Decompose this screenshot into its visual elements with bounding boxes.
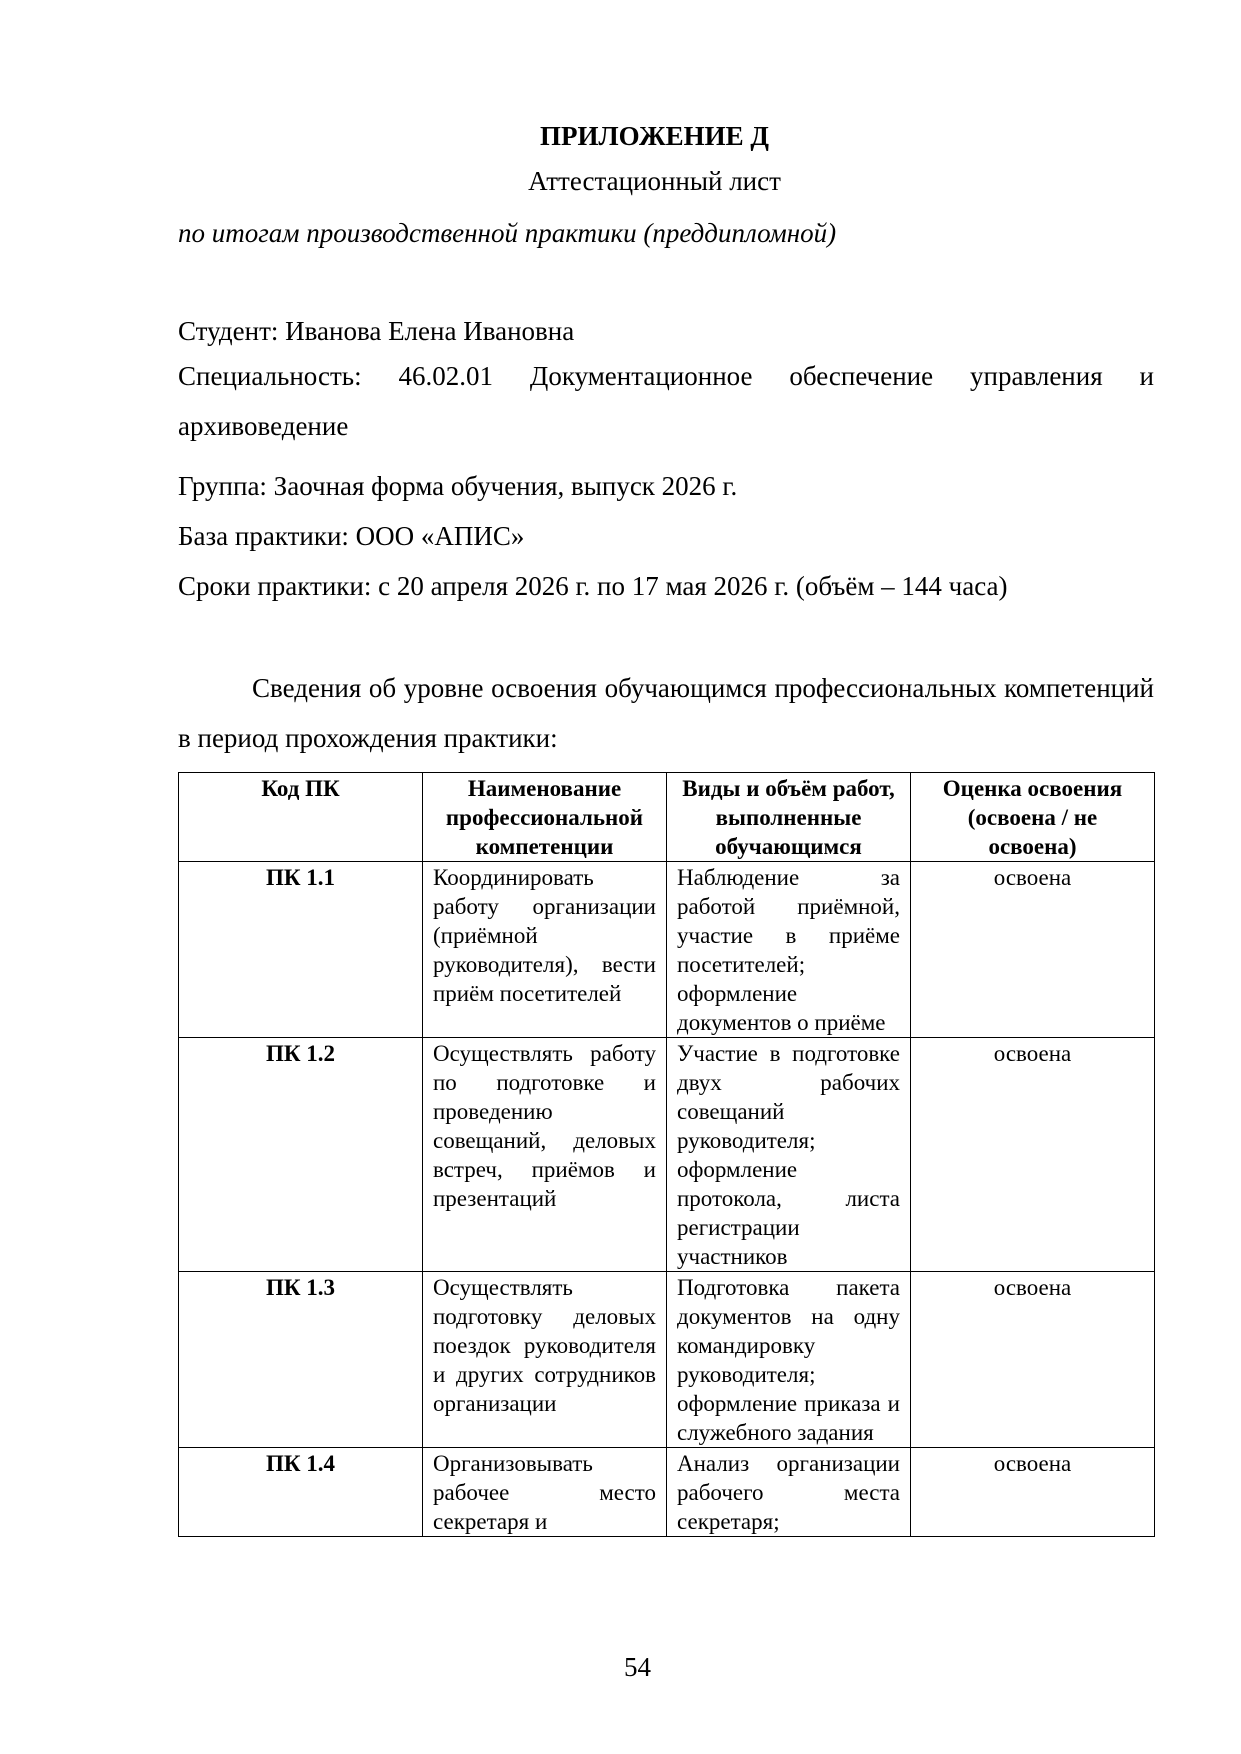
row-code: ПК 1.1 [179, 862, 423, 1038]
row-code: ПК 1.4 [179, 1448, 423, 1537]
practice-base-line: База практики: ООО «АПИС» [178, 521, 525, 551]
competence-table [178, 772, 1155, 1537]
row-grade: освоена [911, 1038, 1155, 1272]
document-title: Аттестационный лист [528, 166, 781, 196]
group-line: Группа: Заочная форма обучения, выпуск 2026 г. [178, 471, 738, 501]
table-header-row [179, 773, 1155, 862]
row-work: Наблюдение за работой приёмной, участие в приёме посетителей; оформление документов о приёме [667, 862, 911, 1038]
table-row [179, 862, 1155, 1038]
table-row [179, 1038, 1155, 1272]
table-row [179, 1272, 1155, 1448]
row-grade: освоена [911, 1272, 1155, 1448]
page-number: 54 [624, 1652, 651, 1682]
row-grade: освоена [911, 1448, 1155, 1537]
table-row [179, 1448, 1155, 1537]
row-work: Анализ организации рабочего места секретаря; [667, 1448, 911, 1537]
row-work: Подготовка пакета документов на одну командировку руководителя; оформление приказа и служебного задания [667, 1272, 911, 1448]
header-competence: Наименование профессиональной компетенции [423, 773, 667, 862]
header-work: Виды и объём работ, выполненные обучающимся [667, 773, 911, 862]
row-competence: Осуществлять подготовку деловых поездок руководителя и других сотрудников организации [423, 1272, 667, 1448]
intro-paragraph: Сведения об уровне освоения обучающимся профессиональных компетенций в период прохождения практики: [178, 673, 1154, 753]
specialty-block [178, 351, 1154, 451]
row-competence: Осуществлять работу по подготовке и проведению совещаний, деловых встреч, приёмов и презентаций [423, 1038, 667, 1272]
row-code: ПК 1.3 [179, 1272, 423, 1448]
row-work: Участие в подготовке двух рабочих совещаний руководителя; оформление протокола, листа регистрации участников [667, 1038, 911, 1272]
row-grade: освоена [911, 862, 1155, 1038]
header-code: Код ПК [179, 773, 423, 862]
header-grade: Оценка освоения (освоена / не освоена) [911, 773, 1155, 862]
appendix-title: ПРИЛОЖЕНИЕ Д [540, 121, 769, 151]
intro-paragraph-block [178, 663, 1154, 763]
specialty-line-1: Специальность: 46.02.01 Документационное обеспечение управления и [178, 361, 1154, 391]
row-code: ПК 1.2 [179, 1038, 423, 1272]
practice-dates-line: Сроки практики: с 20 апреля 2026 г. по 17 мая 2026 г. (объём – 144 часа) [178, 571, 1008, 601]
row-competence: Координировать работу организации (приёмной руководителя), вести приём посетителей [423, 862, 667, 1038]
specialty-line-2: архивоведение [178, 411, 349, 441]
group-block [178, 461, 1154, 611]
row-competence: Организовывать рабочее место секретаря и [423, 1448, 667, 1537]
student-info-block [178, 306, 1154, 356]
student-line: Студент: Иванова Елена Ивановна [178, 316, 575, 346]
document-subtitle: по итогам производственной практики (преддипломной) [178, 218, 837, 248]
